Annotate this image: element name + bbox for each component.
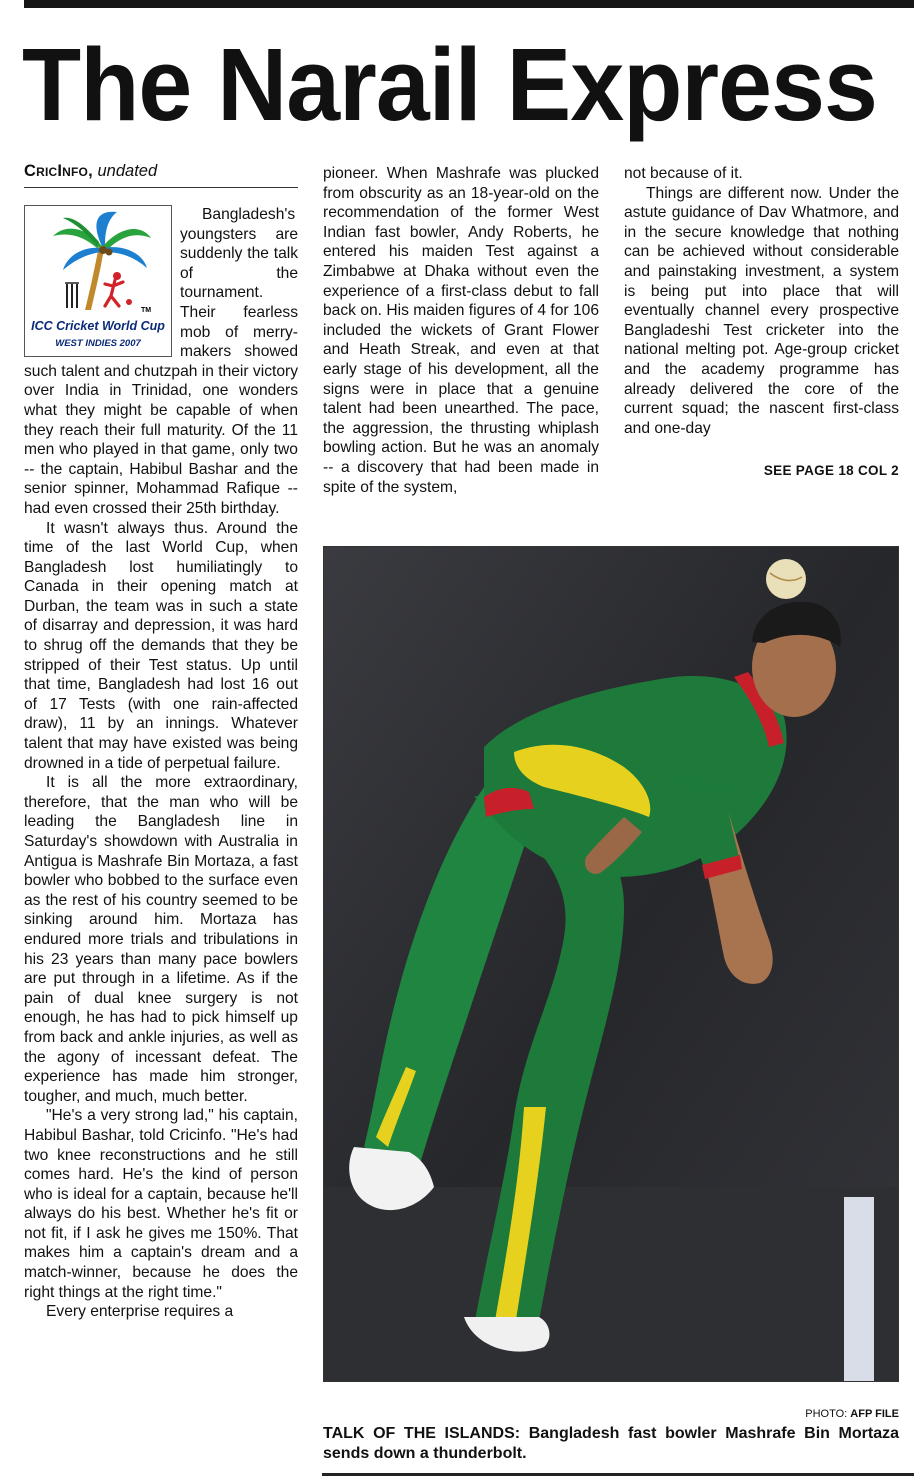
byline bbox=[24, 160, 299, 182]
article-paragraph: "He's a very strong lad," his captain, Habibul Bashar, told Cricinfo. "He's had two knee reconstructions and he still comes hard. He's the kind of person who is ideal for a captain, because he'll always do his best. Whether he's fit or not fit, if I ask he gives me 150%. That makes him a captain's dream and a match-winner, because he does the right things at the right time." bbox=[24, 1107, 298, 1301]
article-paragraph: not because of it. bbox=[624, 165, 743, 182]
article-paragraph: It is all the more extraordinary, therefore, that the man who will be leading the Bangladesh line in Saturday's showdown with Australia in Antigua is Mashrafe Bin Mortaza, a fast bowler who bobbed to the surface even as the rest of his country seemed to be sinking around him. Mortaza has endured more trials and tribulations in his 23 years than many pace bowlers are put through in a lifetime. As if the pain of dual knee surgery is not enough, he has had to pick himself up from back and ankle injuries, as well as the agony of incessant defeat. The experience has made him stronger, tougher, and much, much better. bbox=[24, 774, 298, 1105]
logo-trademark: TM bbox=[141, 307, 152, 314]
byline-date: undated bbox=[97, 162, 158, 180]
logo-subtitle: WEST INDIES 2007 bbox=[55, 338, 141, 349]
continuation-note: SEE PAGE 18 COL 2 bbox=[763, 463, 899, 478]
article-paragraph: Bangladesh's youngsters are suddenly the talk of the tournament. Their fearless mob of merry-makers showed such talent and chutzpah in their victory over India in Trinidad, one wonders what they might be capable of when they reach their full maturity. Of the 11 men who played in that game, only two -- the captain, Habibul Bashar and the senior spinner, Mohammad Rafique -- had even crossed their 25th birthday. bbox=[24, 206, 298, 517]
bottom-rule bbox=[322, 1473, 914, 1476]
photo-credit-source: AFP FILE bbox=[850, 1408, 899, 1420]
top-rule bbox=[24, 0, 914, 8]
article-column-1 bbox=[24, 205, 298, 1475]
photo-credit bbox=[323, 1408, 899, 1420]
article-paragraph: Things are different now. Under the astute guidance of Dav Whatmore, and in the secure knowledge that nothing can be achieved without considerable and painstaking investment, a system is being put into place that will eventually channel every prospective Bangladeshi Test cricketer into the national melting pot. Age-group cricket and the academy programme has already delivered the core of the current squad; the nascent first-class and one-day bbox=[624, 184, 899, 437]
palm-tree-logo-graphic bbox=[25, 206, 171, 316]
article-column-2 bbox=[323, 164, 599, 524]
headline: The Narail Express bbox=[22, 27, 877, 142]
article-paragraph: pioneer. When Mashrafe was plucked from obscurity as an 18-year-old on the recommendation of the former West Indian fast bowler, Andy Roberts, he entered his maiden Test against a Zimbabwe at Dhaka without even the experience of a first-class debut to fall back on. His maiden figures of 4 for 106 included the wickets of Grant Flower and Heath Streak, and even at that early stage of his development, all the signs were in place that a genuine talent had been unearthed. The pace, the aggression, the thrusting whiplash bowling action. But he was an anomaly -- a discovery that had been made in spite of the system, bbox=[323, 165, 599, 496]
article-paragraph: Every enterprise requires a bbox=[46, 1303, 234, 1321]
bowler-photo-graphic bbox=[324, 547, 898, 1381]
world-cup-logo bbox=[24, 205, 172, 357]
byline-source: CricInfo, bbox=[24, 162, 93, 180]
logo-title: ICC Cricket World Cup bbox=[31, 319, 165, 333]
photo-caption: TALK OF THE ISLANDS: Bangladesh fast bowler Mashrafe Bin Mortaza sends down a thunderbolt. bbox=[323, 1425, 899, 1462]
byline-rule bbox=[24, 187, 298, 188]
photo-credit-label: PHOTO: bbox=[805, 1408, 848, 1420]
article-paragraph: It wasn't always thus. Around the time of the last World Cup, when Bangladesh lost humiliatingly to Canada in their opening match at Durban, the team was in such a state of disarray and depression, it was hard to shrug off the demands that they be stripped of their Test status. Up until that time, Bangladesh had lost 16 out of 17 Tests (with one rain-affected draw), 11 by an innings. Whatever talent that may have existed was being drowned in a tide of perpetual failure. bbox=[24, 519, 298, 772]
article-column-3 bbox=[624, 164, 899, 464]
bowler-photo bbox=[323, 546, 899, 1382]
